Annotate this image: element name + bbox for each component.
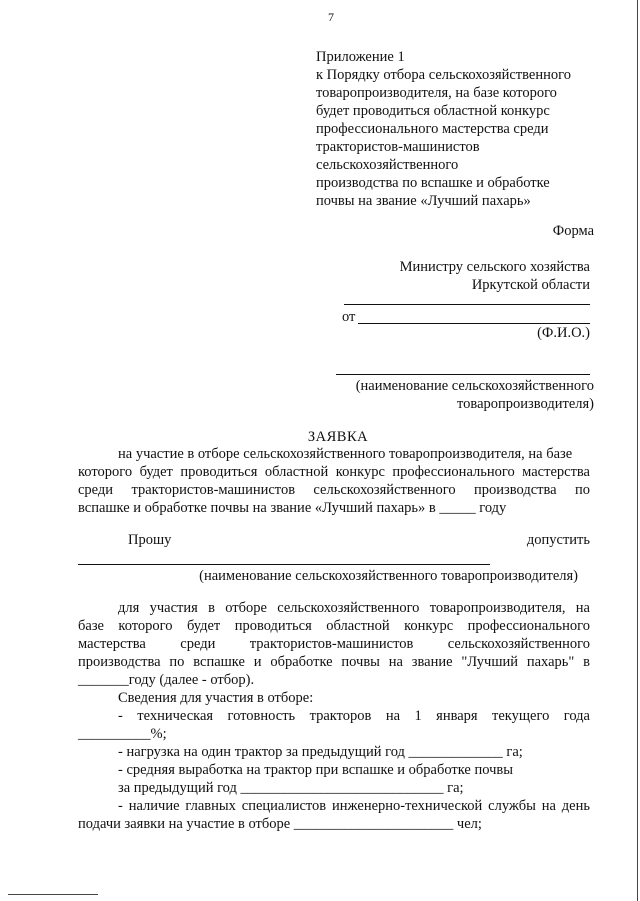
item-3-line-1: - средняя выработка на трактор при вспашке и обработке почвы	[118, 762, 513, 778]
body-line-4: производства по вспашке и обработке почвы на звание "Лучший пахарь" в	[78, 654, 590, 670]
appendix-line: к Порядку отбора сельскохозяйственного	[316, 67, 571, 83]
from-label: от	[342, 309, 356, 325]
appendix-line: трактористов-машинистов	[316, 139, 480, 155]
page-edge-bottom	[8, 894, 98, 895]
org-blank-line	[336, 374, 590, 375]
appendix-block	[316, 48, 571, 210]
intro-line-2: которого будет проводиться областной конкурс профессионального мастерства	[78, 464, 590, 480]
org-caption-2: товаропроизводителя)	[457, 396, 594, 412]
appendix-line: производства по вспашке и обработке	[316, 175, 550, 191]
org-caption-1: (наименование сельскохозяйственного	[355, 378, 594, 394]
item-4-line-1: - наличие главных специалистов инженерно-технической службы на день	[118, 798, 590, 814]
page-number: 7	[328, 10, 334, 24]
body-line-2: базе которого будет проводиться областной конкурс профессионального	[78, 618, 590, 634]
appendix-line: товаропроизводителя, на базе которого	[316, 85, 557, 101]
appendix-line: почвы на звание «Лучший пахарь»	[316, 193, 531, 209]
document-title: ЗАЯВКА	[307, 429, 369, 445]
item-1-line-2: __________%;	[78, 726, 167, 742]
body-line-1: для участия в отборе сельскохозяйственного товаропроизводителя, на	[118, 600, 590, 616]
body-line-3: мастерства среди трактористов-машинистов сельскохозяйственного	[78, 636, 590, 652]
request-word-2: допустить	[526, 532, 590, 548]
body-line-6: Сведения для участия в отборе:	[118, 690, 314, 706]
item-1-line-1: - техническая готовность тракторов на 1 января текущего года	[118, 708, 590, 724]
appendix-line: профессионального мастерства среди	[316, 121, 549, 137]
appendix-line: Приложение 1	[316, 49, 405, 65]
appendix-line: сельскохозяйственного	[316, 157, 459, 173]
body-line-5: _______году (далее - отбор).	[78, 672, 255, 688]
addressee-line-1: Министру сельского хозяйства	[399, 259, 590, 275]
form-label: Форма	[552, 223, 594, 239]
addressee-line-2: Иркутской области	[471, 277, 590, 293]
item-4-line-2: подачи заявки на участие в отборе ______________________ чел;	[78, 816, 482, 832]
item-3-line-2: за предыдущий год ____________________________ га;	[118, 780, 464, 796]
fio-caption: (Ф.И.О.)	[537, 325, 590, 341]
appendix-line: будет проводиться областной конкурс	[316, 103, 550, 119]
intro-line-1: на участие в отборе сельскохозяйственного товаропроизводителя, на базе	[118, 446, 573, 462]
item-2: - нагрузка на один трактор за предыдущий год _____________ га;	[118, 744, 523, 760]
page-edge-right	[637, 0, 638, 901]
request-caption: (наименование сельскохозяйственного товаропроизводителя)	[199, 568, 578, 584]
intro-line-3: среди трактористов-машинистов сельскохозяйственного производства по	[78, 482, 590, 498]
intro-line-4: вспашке и обработке почвы на звание «Лучший пахарь» в _____ году	[78, 500, 507, 516]
request-blank-line	[78, 564, 490, 565]
addressee-blank-line	[344, 304, 590, 305]
request-word-1: Прошу	[128, 532, 172, 548]
